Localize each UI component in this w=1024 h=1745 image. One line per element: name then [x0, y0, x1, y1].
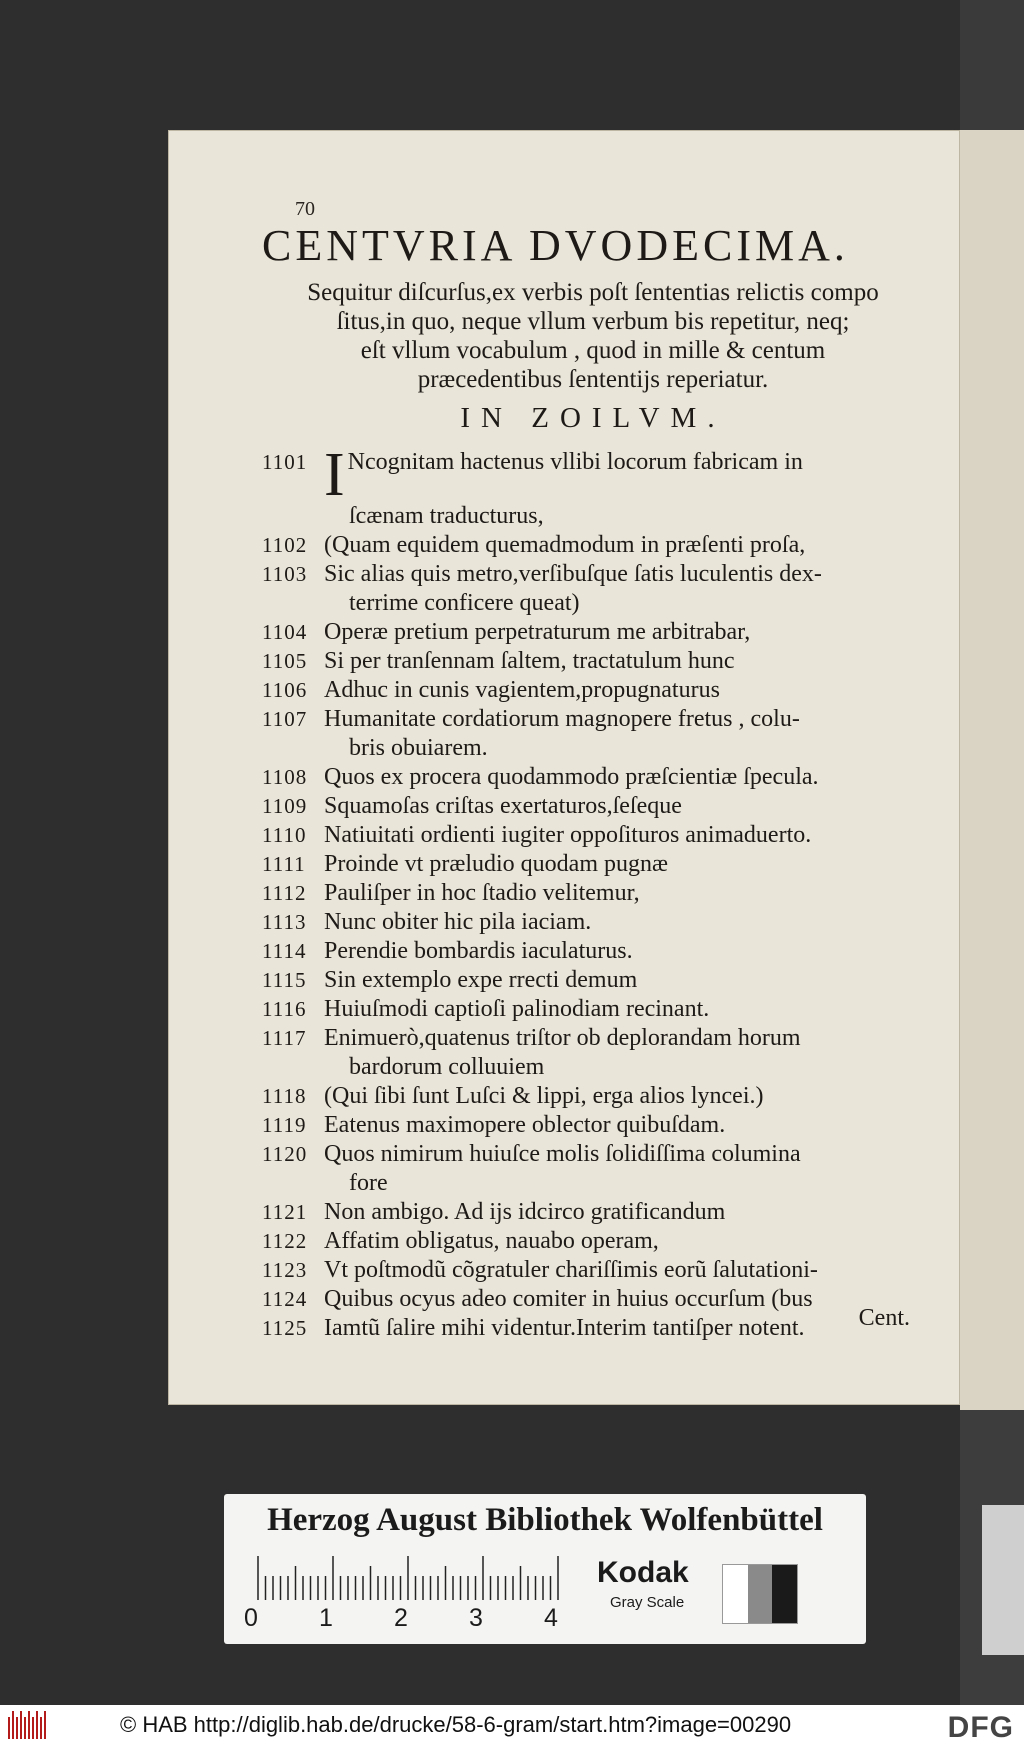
footer-bar	[0, 1705, 1024, 1745]
verse-number: 1117	[262, 1026, 307, 1050]
verse-line	[262, 995, 942, 1024]
verse-line	[262, 1227, 942, 1256]
verse-text: Enimuerò,quatenus triſtor ob deplorandam horum	[324, 1025, 801, 1051]
ruler-number: 1	[319, 1604, 333, 1632]
color-reference-card	[224, 1494, 866, 1644]
verse-text: Squamoſas criſtas exertaturos,ſeſeque	[324, 793, 682, 819]
verse-text: fore	[349, 1170, 388, 1196]
running-head: CENTVRIA DVODECIMA.	[262, 221, 849, 270]
ruler-number: 3	[469, 1604, 483, 1632]
intro-paragraph	[248, 278, 938, 394]
verse-number: 1114	[262, 939, 307, 963]
verse-number: 1103	[262, 562, 308, 586]
verse-text: Eatenus maximopere oblector quibuſdam.	[324, 1112, 726, 1138]
logo-bar	[20, 1711, 22, 1739]
verse-text: (Quam equidem quemadmodum in præſenti proſa,	[324, 532, 806, 558]
verse-line	[262, 1198, 942, 1227]
logo-bar	[12, 1711, 14, 1739]
verse-text: Quibus ocyus adeo comiter in huius occurſum (bus	[324, 1286, 813, 1312]
logo-bar	[36, 1711, 38, 1739]
verse-line	[262, 879, 942, 908]
verse-number: 1109	[262, 794, 308, 818]
verse-line	[262, 1285, 942, 1314]
adjacent-color-card	[982, 1505, 1024, 1655]
verse-number: 1118	[262, 1084, 307, 1108]
verse-number: 1122	[262, 1229, 308, 1253]
verse-line	[262, 792, 942, 821]
page-number: 70	[295, 198, 315, 220]
verse-number: 1124	[262, 1287, 308, 1311]
verse-list	[262, 441, 942, 1343]
ruler-numbers	[244, 1604, 564, 1634]
verse-continuation	[262, 502, 942, 531]
verse-text: Sin extemplo expe rrecti demum	[324, 967, 638, 993]
verse-line	[262, 763, 942, 792]
verse-line	[262, 647, 942, 676]
intro-line: præcedentibus ſententijs reperiatur.	[417, 366, 769, 393]
verse-number: 1110	[262, 823, 307, 847]
book-page	[168, 130, 960, 1405]
logo-bar	[16, 1717, 18, 1739]
logo-bar	[28, 1711, 30, 1739]
verse-text: Perendie bombardis iaculaturus.	[324, 938, 633, 964]
verse-line	[262, 1111, 942, 1140]
verse-text: Iamtũ ſalire mihi videntur.Interim tantiſper notent.	[324, 1315, 805, 1341]
ruler-number: 2	[394, 1604, 408, 1632]
verse-line	[262, 441, 942, 509]
gray-patch	[723, 1565, 748, 1623]
intro-line: eſt vllum vocabulum , quod in mille & centum	[360, 337, 826, 364]
verse-text-wrap	[324, 441, 942, 509]
verse-number: 1125	[262, 1316, 308, 1340]
verse-number: 1119	[262, 1113, 307, 1137]
spine-strip	[960, 0, 1024, 130]
verse-continuation	[262, 589, 942, 618]
verse-text: Vt poſtmodũ cõgratuler chariſſimis eorũ ſalutationi-	[324, 1257, 818, 1283]
verse-text: ſcænam traducturus,	[349, 503, 544, 529]
library-name: Herzog August Bibliothek Wolfenbüttel	[267, 1502, 823, 1538]
verse-number: 1120	[262, 1142, 308, 1166]
catchword: Cent.	[858, 1305, 910, 1331]
verse-text: Huiuſmodi captioſi palinodiam recinant.	[324, 996, 710, 1022]
logo-bar	[8, 1717, 10, 1739]
verse-text: Non ambigo. Ad ijs idcirco gratificandum	[324, 1199, 726, 1225]
verse-number: 1105	[262, 649, 308, 673]
verse-text: bris obuiarem.	[349, 735, 488, 761]
verse-line	[262, 560, 942, 589]
verse-text: Si per tranſennam ſaltem, tractatulum hunc	[324, 648, 735, 674]
verse-line	[262, 1256, 942, 1285]
verse-text: bardorum colluuiem	[349, 1054, 545, 1080]
intro-line: Sequitur diſcurſus,ex verbis poſt ſententias relictis compo	[307, 279, 879, 306]
hab-logo-icon	[8, 1711, 50, 1739]
verse-line	[262, 821, 942, 850]
section-title: IN ZOILVM.	[460, 402, 726, 434]
verse-line	[262, 850, 942, 879]
logo-bar	[24, 1717, 26, 1739]
verse-line	[262, 1082, 942, 1111]
verse-number: 1113	[262, 910, 307, 934]
verse-number: 1121	[262, 1200, 308, 1224]
verse-line	[262, 1314, 942, 1343]
verse-text: Adhuc in cunis vagientem,propugnaturus	[324, 677, 720, 703]
logo-bar	[44, 1711, 46, 1739]
verse-number: 1102	[262, 533, 308, 557]
verse-number: 1106	[262, 678, 308, 702]
verse-line	[262, 937, 942, 966]
verse-line	[262, 1024, 942, 1053]
verse-number: 1115	[262, 968, 307, 992]
verse-text: Affatim obligatus, nauabo operam,	[324, 1228, 659, 1254]
verse-line	[262, 705, 942, 734]
verse-line	[262, 531, 942, 560]
verse-text: terrime conficere queat)	[349, 590, 580, 616]
ruler-number: 4	[544, 1604, 558, 1632]
verse-line	[262, 1140, 942, 1169]
verse-continuation	[262, 1169, 942, 1198]
dfg-logo: DFG	[947, 1711, 1014, 1744]
ruler-number: 0	[244, 1604, 258, 1632]
verse-number: 1107	[262, 707, 308, 731]
verse-text: Ncognitam hactenus vllibi locorum fabricam in	[347, 449, 803, 475]
verse-text: Quos nimirum huiuſce molis ſolidiſſima columina	[324, 1141, 801, 1167]
verse-number: 1101	[262, 450, 308, 474]
verse-line	[262, 908, 942, 937]
verse-number: 1108	[262, 765, 308, 789]
verse-text: Sic alias quis metro,verſibuſque ſatis luculentis dex-	[324, 561, 822, 587]
verse-number: 1123	[262, 1258, 308, 1282]
intro-line: ſitus,in quo, neque vllum verbum bis repetitur, neq;	[336, 308, 850, 335]
verse-text: Quos ex procera quodammodo præſcientiæ ſpecula.	[324, 764, 819, 790]
verse-number: 1104	[262, 620, 308, 644]
verse-text: Humanitate cordatiorum magnopere fretus , colu-	[324, 706, 800, 732]
ruler-scale	[256, 1556, 566, 1600]
verse-number: 1111	[262, 852, 306, 876]
verse-text: (Qui ſibi ſunt Luſci & lippi, erga alios lyncei.)	[324, 1083, 764, 1109]
adjacent-page-edge	[960, 130, 1024, 1410]
verse-text: Nunc obiter hic pila iaciam.	[324, 909, 592, 935]
footer-credit: © HAB http://diglib.hab.de/drucke/58-6-gram/start.htm?image=00290	[120, 1712, 792, 1737]
verse-text: Operæ pretium perpetraturum me arbitrabar,	[324, 619, 751, 645]
gray-patches	[722, 1564, 798, 1624]
verse-line	[262, 966, 942, 995]
verse-continuation	[262, 1053, 942, 1082]
verse-text: Proinde vt præludio quodam pugnæ	[324, 851, 668, 877]
verse-number: 1112	[262, 881, 307, 905]
verse-text: Natiuitati ordienti iugiter oppoſituros animaduerto.	[324, 822, 812, 848]
verse-continuation	[262, 734, 942, 763]
logo-bar	[32, 1717, 34, 1739]
logo-bar	[40, 1717, 42, 1739]
drop-capital: I	[324, 441, 345, 509]
gray-patch	[748, 1565, 773, 1623]
verse-line	[262, 676, 942, 705]
verse-line	[262, 618, 942, 647]
verse-number: 1116	[262, 997, 307, 1021]
kodak-logo: Kodak	[597, 1556, 689, 1589]
gray-scale-label: Gray Scale	[610, 1594, 685, 1611]
gray-patch	[772, 1565, 797, 1623]
verse-text: Pauliſper in hoc ſtadio velitemur,	[324, 880, 640, 906]
